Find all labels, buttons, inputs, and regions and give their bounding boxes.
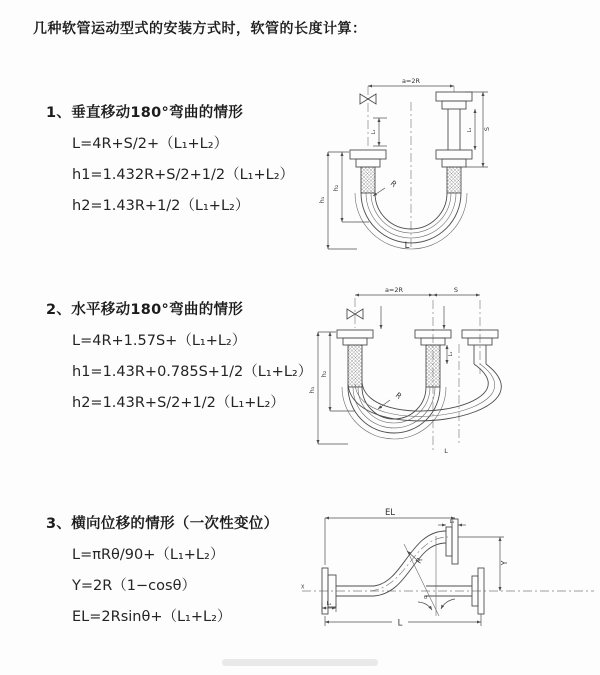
section-horizontal-movement — [46, 301, 321, 413]
radius-callout — [378, 390, 403, 409]
formula-line: EL=2Rsinθ+（L₁+L₂） — [72, 609, 232, 625]
dimension-l1-left — [322, 601, 336, 612]
hose-drawing-3 — [298, 506, 598, 651]
length-label: L — [397, 618, 403, 629]
right-upper-flange — [446, 519, 458, 564]
section-1-heading: 1、垂直移动180°弯曲的情形 — [46, 105, 244, 121]
angle-label: θ — [424, 595, 428, 601]
diagram-vertical-180-bend — [315, 72, 565, 257]
dimension-h1 — [318, 152, 357, 249]
axis-mark-label: X — [301, 584, 305, 591]
hose-drawing-1 — [315, 72, 565, 257]
dim-label-h1: h₁ — [308, 386, 316, 394]
scan-artifact — [222, 659, 378, 666]
right-flange-lower — [436, 150, 472, 167]
length-label: L — [444, 447, 448, 455]
formula-line: h2=1.43R+1/2（L₁+L₂） — [72, 198, 250, 214]
dim-label-h2: h₂ — [332, 184, 340, 192]
braided-hose-right — [447, 167, 461, 193]
diagram-lateral-displacement — [298, 506, 598, 651]
section-3-heading: 3、横向位移的情形（一次性变位） — [46, 516, 279, 532]
valve-icon — [360, 94, 376, 104]
section-2-heading: 2、水平移动180°弯曲的情形 — [46, 302, 244, 318]
dimension-l1-top — [438, 519, 466, 525]
dim-label-l1-left: L₁ — [326, 601, 332, 607]
dim-label-h1: h₁ — [318, 196, 326, 204]
dim-label-a2r: a=2R — [401, 77, 421, 85]
formula-line: L=4R+1.57S+（L₁+L₂） — [72, 333, 247, 349]
dimension-a2r — [368, 77, 454, 86]
formula-line: L=4R+S/2+（L₁+L₂） — [72, 136, 229, 152]
position-arrows — [381, 306, 444, 329]
dim-label-s: S — [483, 126, 491, 132]
right-flange-upper — [436, 92, 472, 109]
radius-label: R — [388, 178, 399, 189]
dimension-s — [433, 286, 480, 295]
section-lateral-displacement — [46, 515, 321, 627]
dimension-y — [458, 537, 509, 591]
right-pipe — [448, 109, 460, 150]
hose-drawing-2 — [303, 284, 593, 459]
length-label: L — [404, 241, 410, 251]
dimension-l1-left — [371, 118, 387, 146]
radius-callout — [373, 179, 398, 196]
radius-label: R — [393, 390, 404, 401]
dimension-l1-right — [467, 109, 475, 150]
radius-label: R — [413, 555, 425, 565]
page-title: 几种软管运动型式的安装方式时，软管的长度计算： — [33, 21, 367, 37]
formula-line: h1=1.43R+0.785S+1/2（L₁+L₂） — [72, 364, 313, 380]
dim-label-l1: L₁ — [449, 519, 455, 525]
dim-label-el: EL — [384, 508, 396, 518]
braided-hose-left — [361, 167, 375, 193]
dim-label-y: Y — [500, 560, 509, 566]
formula-line: Y=2R（1−cosθ） — [72, 578, 196, 594]
dimension-a2r — [355, 286, 433, 295]
braided-hose-left — [348, 345, 362, 387]
centerline — [368, 86, 454, 250]
formula-line: h2=1.43R+S/2+1/2（L₁+L₂） — [72, 395, 285, 411]
formula-line: h1=1.432R+S/2+1/2（L₁+L₂） — [72, 167, 295, 183]
dim-label-l1: L₁ — [467, 127, 473, 133]
left-flange — [350, 150, 386, 167]
dim-label-a2r: a=2R — [384, 286, 404, 294]
dim-label-s: S — [453, 286, 459, 294]
hose-u-bend-arcs — [342, 387, 446, 439]
braided-hose-middle — [426, 345, 440, 387]
diagram-horizontal-180-bend — [303, 284, 593, 459]
section-vertical-movement — [46, 104, 321, 216]
dimension-el — [325, 508, 455, 565]
formula-line: L=πRθ/90+（L₁+L₂） — [72, 547, 225, 563]
dim-label-h2: h₂ — [320, 370, 328, 378]
dimension-l — [325, 614, 481, 629]
dimension-l1 — [447, 345, 454, 364]
left-flange — [337, 330, 373, 345]
hose-sweep-arcs — [348, 364, 501, 421]
dim-label-l1: L₁ — [371, 129, 377, 135]
dim-label-l1: L₁ — [448, 351, 454, 357]
